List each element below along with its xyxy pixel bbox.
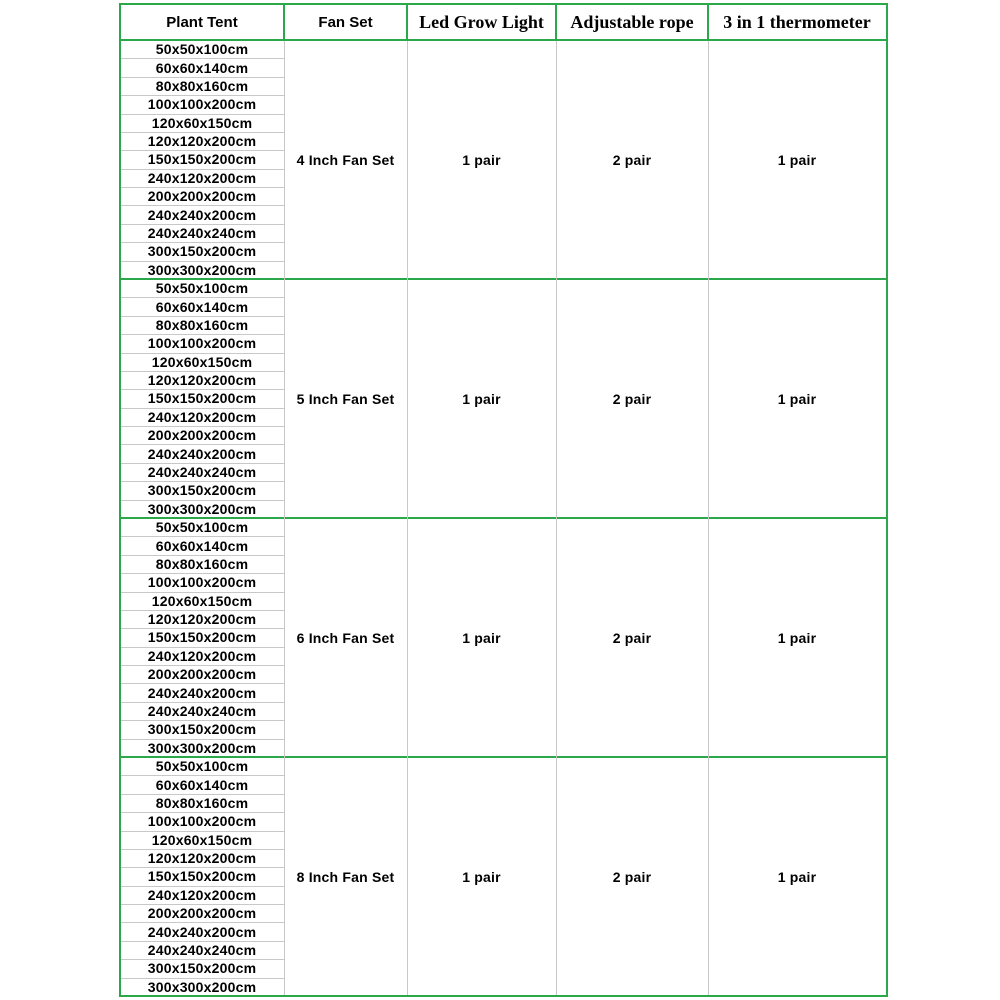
row-divider xyxy=(120,739,284,740)
tent-size-cell: 80x80x160cm xyxy=(155,316,249,333)
group-divider xyxy=(120,517,888,519)
header-adjustable-rope: Adjustable rope xyxy=(570,11,694,32)
led-grow-light-cell: 1 pair xyxy=(462,390,501,407)
fan-set-cell: 8 Inch Fan Set xyxy=(296,868,395,885)
row-divider xyxy=(120,334,284,335)
tent-size-cell: 60x60x140cm xyxy=(155,776,249,793)
tent-size-cell: 100x100x200cm xyxy=(147,96,257,113)
adjustable-rope-cell: 2 pair xyxy=(612,151,652,168)
tent-size-cell: 50x50x100cm xyxy=(155,280,249,297)
tent-size-cell: 80x80x160cm xyxy=(155,794,249,811)
tent-size-cell: 300x300x200cm xyxy=(147,739,257,756)
row-divider xyxy=(120,922,284,923)
tent-size-cell: 100x100x200cm xyxy=(147,574,257,591)
row-divider xyxy=(120,205,284,206)
row-divider xyxy=(120,389,284,390)
thermometer-cell: 1 pair xyxy=(777,629,817,646)
tent-size-cell: 60x60x140cm xyxy=(155,537,249,554)
row-divider xyxy=(120,444,284,445)
fan-set-cell: 6 Inch Fan Set xyxy=(296,629,395,646)
tent-size-cell: 300x300x200cm xyxy=(147,500,257,517)
row-divider xyxy=(120,886,284,887)
row-divider xyxy=(120,628,284,629)
row-divider xyxy=(120,463,284,464)
row-divider xyxy=(120,114,284,115)
row-divider xyxy=(120,261,284,262)
tent-size-cell: 300x300x200cm xyxy=(147,978,257,995)
row-divider xyxy=(120,500,284,501)
row-divider xyxy=(120,316,284,317)
header-plant-tent: Plant Tent xyxy=(166,13,238,31)
group-divider xyxy=(120,278,888,280)
tent-size-cell: 50x50x100cm xyxy=(155,519,249,536)
tent-size-cell: 240x240x200cm xyxy=(147,923,257,940)
fan-set-cell: 4 Inch Fan Set xyxy=(296,151,395,168)
row-divider xyxy=(120,297,284,298)
row-divider xyxy=(120,794,284,795)
row-divider xyxy=(120,536,284,537)
tent-size-cell: 80x80x160cm xyxy=(155,555,249,572)
row-divider xyxy=(120,224,284,225)
row-divider xyxy=(120,683,284,684)
row-divider xyxy=(120,573,284,574)
row-divider xyxy=(120,242,284,243)
group-divider xyxy=(120,756,888,758)
tent-size-cell: 150x150x200cm xyxy=(147,390,257,407)
tent-size-cell: 240x240x200cm xyxy=(147,684,257,701)
tent-size-cell: 120x60x150cm xyxy=(151,114,253,131)
row-divider xyxy=(120,904,284,905)
row-divider xyxy=(120,959,284,960)
row-divider xyxy=(120,408,284,409)
header-led-grow-light: Led Grow Light xyxy=(419,11,544,32)
tent-size-cell: 240x120x200cm xyxy=(147,886,257,903)
table-top-border xyxy=(119,3,888,5)
tent-size-cell: 100x100x200cm xyxy=(147,813,257,830)
row-divider xyxy=(120,610,284,611)
tent-size-cell: 120x120x200cm xyxy=(147,133,257,150)
row-divider xyxy=(120,150,284,151)
header-column-divider xyxy=(707,4,709,40)
adjustable-rope-cell: 2 pair xyxy=(612,629,652,646)
row-divider xyxy=(120,665,284,666)
row-divider xyxy=(120,77,284,78)
tent-size-cell: 120x60x150cm xyxy=(151,353,253,370)
tent-size-cell: 120x120x200cm xyxy=(147,850,257,867)
header-thermometer: 3 in 1 thermometer xyxy=(723,11,871,32)
adjustable-rope-cell: 2 pair xyxy=(612,390,652,407)
tent-size-cell: 150x150x200cm xyxy=(147,151,257,168)
tent-size-cell: 120x120x200cm xyxy=(147,372,257,389)
row-divider xyxy=(120,187,284,188)
table-left-border xyxy=(119,3,121,997)
row-divider xyxy=(120,720,284,721)
row-divider xyxy=(120,371,284,372)
row-divider xyxy=(120,831,284,832)
tent-size-cell: 300x150x200cm xyxy=(147,721,257,738)
tent-size-cell: 80x80x160cm xyxy=(155,77,249,94)
row-divider xyxy=(120,169,284,170)
tent-size-cell: 300x150x200cm xyxy=(147,960,257,977)
tent-size-cell: 120x60x150cm xyxy=(151,592,253,609)
tent-size-cell: 200x200x200cm xyxy=(147,666,257,683)
header-column-divider xyxy=(283,4,285,40)
row-divider xyxy=(120,426,284,427)
tent-size-cell: 200x200x200cm xyxy=(147,905,257,922)
tent-size-cell: 300x150x200cm xyxy=(147,482,257,499)
tent-size-cell: 60x60x140cm xyxy=(155,59,249,76)
row-divider xyxy=(120,849,284,850)
row-divider xyxy=(120,481,284,482)
tent-size-cell: 60x60x140cm xyxy=(155,298,249,315)
tent-size-cell: 150x150x200cm xyxy=(147,629,257,646)
row-divider xyxy=(120,812,284,813)
row-divider xyxy=(120,353,284,354)
column-divider xyxy=(708,4,709,996)
led-grow-light-cell: 1 pair xyxy=(462,151,501,168)
column-divider xyxy=(284,4,285,996)
tent-size-cell: 200x200x200cm xyxy=(147,427,257,444)
row-divider xyxy=(120,555,284,556)
tent-size-cell: 240x120x200cm xyxy=(147,408,257,425)
row-divider xyxy=(120,95,284,96)
tent-size-cell: 240x240x200cm xyxy=(147,445,257,462)
row-divider xyxy=(120,647,284,648)
tent-size-cell: 120x60x150cm xyxy=(151,831,253,848)
row-divider xyxy=(120,941,284,942)
fan-set-cell: 5 Inch Fan Set xyxy=(296,390,395,407)
thermometer-cell: 1 pair xyxy=(777,390,817,407)
thermometer-cell: 1 pair xyxy=(777,151,817,168)
adjustable-rope-cell: 2 pair xyxy=(612,868,652,885)
tent-size-cell: 50x50x100cm xyxy=(155,41,249,58)
row-divider xyxy=(120,58,284,59)
row-divider xyxy=(120,132,284,133)
tent-size-cell: 240x240x240cm xyxy=(147,703,257,720)
tent-size-cell: 200x200x200cm xyxy=(147,188,257,205)
tent-size-cell: 240x240x240cm xyxy=(147,225,257,242)
table-bottom-border xyxy=(119,995,888,997)
thermometer-cell: 1 pair xyxy=(777,868,817,885)
row-divider xyxy=(120,978,284,979)
column-divider xyxy=(556,4,557,996)
column-divider xyxy=(407,4,408,996)
tent-size-cell: 240x240x240cm xyxy=(147,464,257,481)
header-bottom-border xyxy=(120,39,888,41)
led-grow-light-cell: 1 pair xyxy=(462,629,501,646)
tent-size-cell: 50x50x100cm xyxy=(155,758,249,775)
tent-size-cell: 240x120x200cm xyxy=(147,169,257,186)
tent-size-cell: 240x120x200cm xyxy=(147,647,257,664)
row-divider xyxy=(120,775,284,776)
tent-size-cell: 120x120x200cm xyxy=(147,611,257,628)
row-divider xyxy=(120,867,284,868)
tent-size-cell: 300x300x200cm xyxy=(147,261,257,278)
table-right-border xyxy=(886,3,888,997)
tent-size-cell: 240x240x240cm xyxy=(147,942,257,959)
tent-size-cell: 100x100x200cm xyxy=(147,335,257,352)
row-divider xyxy=(120,702,284,703)
tent-size-cell: 300x150x200cm xyxy=(147,243,257,260)
header-fan-set: Fan Set xyxy=(318,13,373,31)
led-grow-light-cell: 1 pair xyxy=(462,868,501,885)
header-column-divider xyxy=(555,4,557,40)
header-column-divider xyxy=(406,4,408,40)
tent-size-cell: 150x150x200cm xyxy=(147,868,257,885)
row-divider xyxy=(120,592,284,593)
tent-size-cell: 240x240x200cm xyxy=(147,206,257,223)
